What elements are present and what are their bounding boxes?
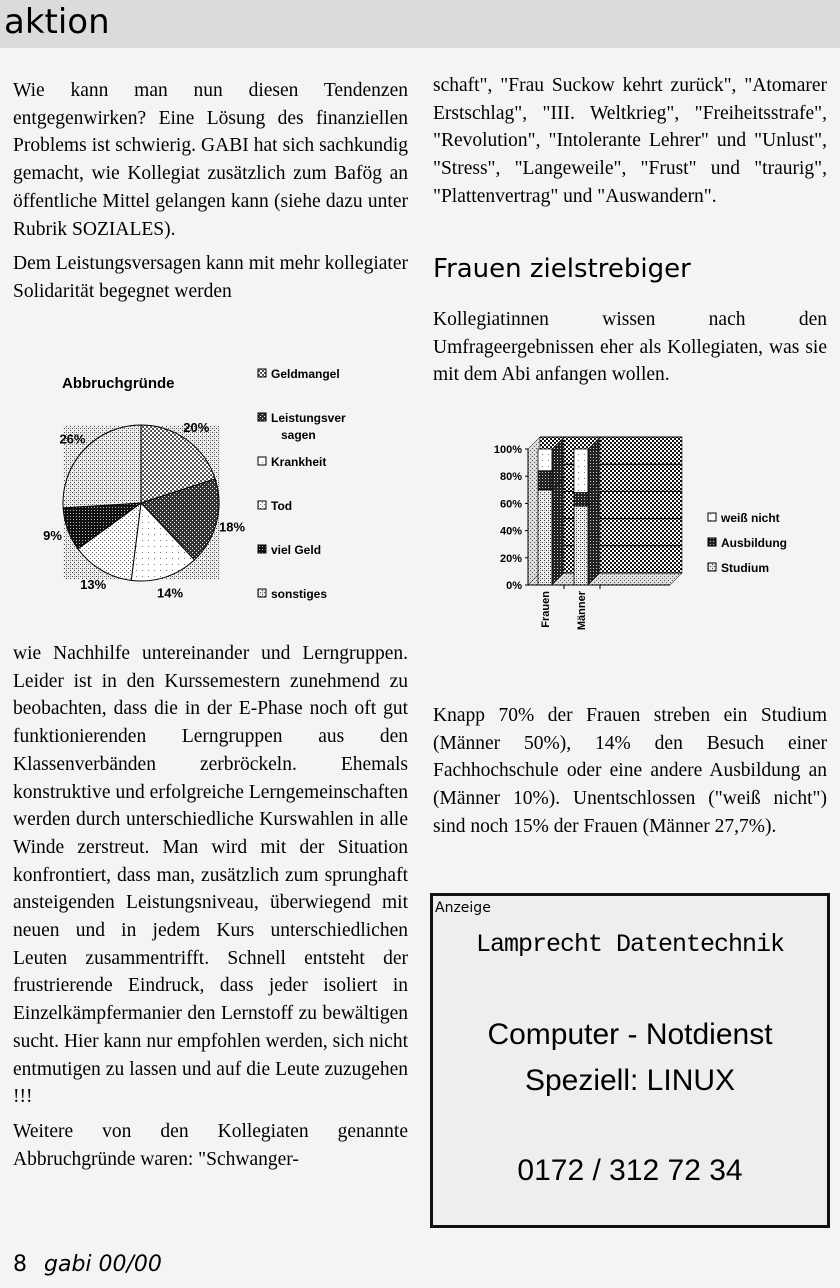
- pie-data-label: 20%: [183, 419, 210, 435]
- legend-label-weiss-nicht: weiß nicht: [721, 511, 780, 525]
- right-column-top: [433, 72, 827, 218]
- right-column-result: [433, 702, 827, 848]
- paragraph: schaft", "Frau Suckow kehrt zurück", "Atomarer Erstschlag", "III. Weltkrieg", "Freiheitsstrafe", "Revolution", "Intolerante Lehrer" und "Unlust", "Stress", "Langeweile", "Frust" und "traurig", "Plattenvertrag" und "Auswandern".: [433, 75, 827, 207]
- page-footer: [13, 1252, 162, 1277]
- bar-side-maenner-studium: [588, 494, 600, 585]
- legend-label-krankheit: Krankheit: [271, 455, 327, 469]
- legend-swatch-geldmangel: [258, 369, 266, 377]
- y-tick-label: 20%: [499, 552, 522, 565]
- magazine-issue: gabi 00/00: [44, 1252, 162, 1277]
- bar-maenner-weiss-nicht: [574, 449, 588, 493]
- y-tick-label: 0%: [506, 580, 522, 592]
- legend-label-studium: Studium: [721, 561, 769, 575]
- pie-data-label: 9%: [43, 527, 62, 543]
- legend-label-tod: Tod: [271, 499, 293, 513]
- ad-service-line: Computer - Notdienst: [487, 1018, 773, 1051]
- ad-phone-number: 0172 / 312 72 34: [517, 1154, 743, 1187]
- y-tick-label: 40%: [499, 525, 522, 538]
- left-column-top: [13, 77, 408, 313]
- pie-data-label: 26%: [59, 431, 86, 447]
- paragraph: Weitere von den Kollegiaten genannte Abbruchgründe waren: "Schwanger-: [13, 1120, 408, 1170]
- page-number: 8: [13, 1252, 27, 1277]
- legend-label-leistungsversagen: Leistungsver sagen: [271, 411, 346, 442]
- y-tick-label: 60%: [499, 498, 522, 511]
- paragraph: Knapp 70% der Frauen streben ein Studium (Männer 50%), 14% den Besuch einer Fachhochschule oder eine andere Ausbildung an (Männer 10%). Unentschlossen ("weiß nicht") sind noch 15% der Frauen (Männer 27,7%).: [433, 705, 827, 837]
- legend-swatch-leistungsversagen: [258, 413, 266, 421]
- bar-side-frauen-studium: [552, 478, 564, 585]
- legend-swatch-ausbildung: [708, 538, 716, 546]
- bar-maenner-studium: [574, 506, 588, 585]
- bar-frauen-studium: [538, 490, 552, 585]
- legend-swatch-studium: [708, 563, 716, 571]
- legend-label-viel-geld: viel Geld: [271, 543, 322, 557]
- left-column-bottom: [13, 640, 408, 1180]
- paragraph: Kollegiatinnen wissen nach den Umfrageergebnissen eher als Kollegiaten, was sie mit dem Abi anfangen wollen.: [433, 309, 827, 386]
- legend-swatch-tod: [258, 501, 266, 509]
- ad-company-name: Lamprecht Datentechnik: [475, 930, 785, 959]
- right-column-intro: [433, 306, 827, 396]
- x-tick-label-frauen: Frauen: [540, 591, 552, 628]
- bar-chart-frauen-maenner: [470, 430, 840, 660]
- pie-title: Abbruchgründe: [62, 375, 175, 392]
- pie-data-label: 14%: [157, 585, 184, 601]
- bar-frauen-ausbildung: [538, 471, 552, 490]
- y-tick-label: 100%: [493, 444, 522, 456]
- paragraph: Wie kann man nun diesen Tendenzen entgegenwirken? Eine Lösung des finanziellen Problems ist schwierig. GABI hat sich sachkundig gemacht, wie Kollegiat zusätzlich zum Bafög an öffentliche Mittel gelangen kann (siehe dazu unter Rubrik SOZIALES).: [13, 80, 408, 240]
- bar-maenner-ausbildung: [574, 493, 588, 507]
- paragraph: Dem Leistungsversagen kann mit mehr kollegiater Solidarität begegnet werden: [13, 253, 408, 302]
- legend-swatch-viel-geld: [258, 545, 266, 553]
- x-tick-label-maenner: Männer: [576, 591, 588, 631]
- article-heading: Frauen zielstrebiger: [433, 254, 691, 284]
- legend-swatch-krankheit: [258, 457, 266, 465]
- ad-label: Anzeige: [435, 900, 491, 916]
- section-title: aktion: [4, 2, 110, 42]
- legend-label-sonstiges: sonstiges: [271, 587, 328, 601]
- legend-swatch-weiss-nicht: [708, 513, 716, 521]
- pie-data-label: 13%: [80, 576, 107, 592]
- bar-frauen-weiss-nicht: [538, 449, 552, 471]
- legend-label-geldmangel: Geldmangel: [271, 367, 340, 381]
- legend-label-ausbildung: Ausbildung: [721, 536, 787, 550]
- legend-swatch-sonstiges: [258, 589, 266, 597]
- pie-data-label: 18%: [219, 519, 246, 535]
- pie-chart-abbruchgruende: [40, 360, 420, 610]
- paragraph: wie Nachhilfe untereinander und Lerngruppen. Leider ist in den Kurssemestern zunehmend zu beobachten, dass die in der E-Phase noch oft gut funktionierenden Lerngruppen aus den Klassenverbänden zerbröckeln. Ehemals konstruktive und erfolgreiche Lerngemeinschaften werden durch unterschiedliche Kurswahlen in alle Winde zerstreut. Man wird mit der Situation konfrontiert, dass man, zusätzlich zum sprunghaft ansteigenden Leistungsniveau, überwiegend mit neuen und in jedem Kurs unterschiedlichen Leuten zusammentrifft. Schnell entsteht der frustrierende Eindruck, dass jeder isoliert in Einzelkämpfermanier den Lernstoff zu bewältigen sucht. Hier kann nur empfohlen werden, sich nicht entmutigen zu lassen und auf die Leute zuzugehen !!!: [13, 643, 408, 1108]
- section-header: [0, 0, 840, 48]
- advertisement-box: [430, 893, 830, 1228]
- y-tick-label: 80%: [499, 471, 522, 484]
- ad-speciality-line: Speziell: LINUX: [524, 1064, 736, 1097]
